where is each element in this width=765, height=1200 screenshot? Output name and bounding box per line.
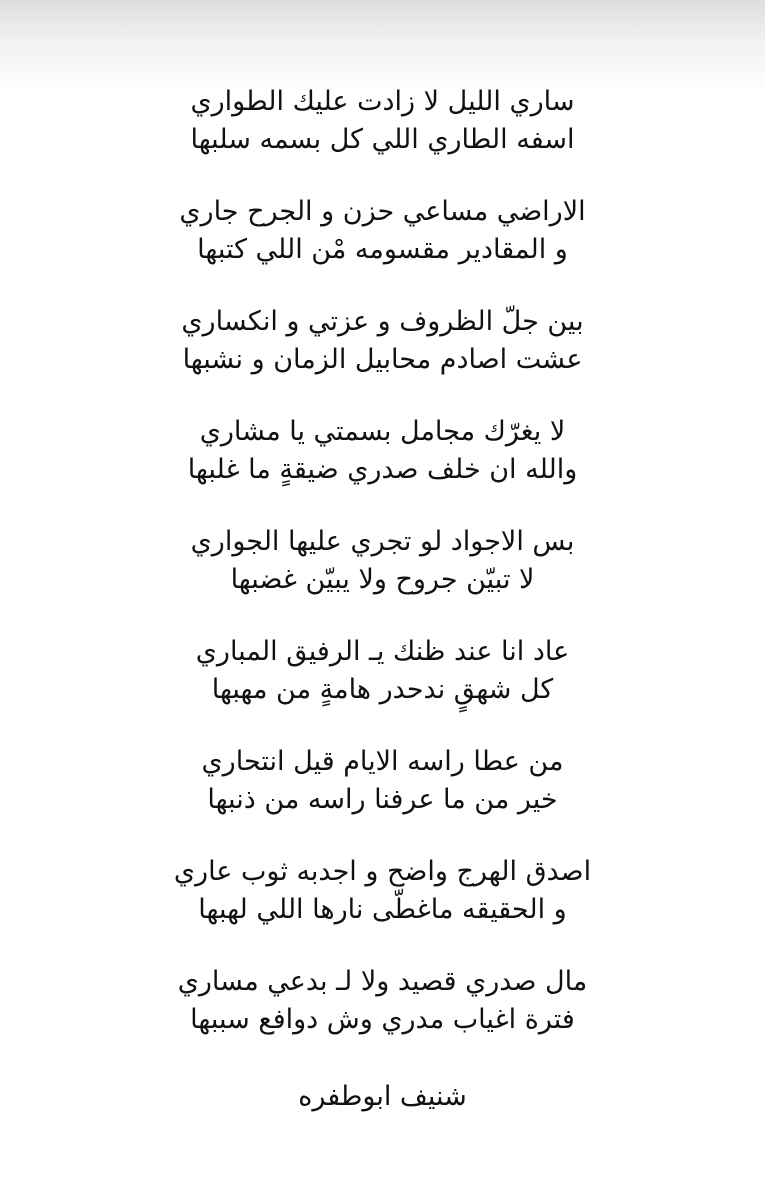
poem-line: الاراضي مساعي حزن و الجرح جاري [179,196,586,227]
poem-line: عاد انا عند ظنك يـ الرفيق المباري [195,636,570,667]
poem-line: عشت اصادم محابيل الزمان و نشبها [182,344,583,375]
poem-line: خير من ما عرفنا راسه من ذنبها [207,784,558,815]
poem-body [0,83,765,1073]
poem-line: اصدق الهرج واضح و اجدبه ثوب عاري [173,856,592,887]
stanza [0,193,765,303]
poem-line: بس الاجواد لو تجري عليها الجواري [190,526,575,557]
poem-line: ساري الليل لا زادت عليك الطواري [190,86,575,117]
poem-line: اسفه الطاري اللي كل بسمه سلبها [190,124,575,155]
stanza [0,303,765,413]
poem-line: لا تبيّن جروح ولا يبيّن غضبها [230,564,535,595]
stanza [0,523,765,633]
poem-line: مال صدري قصيد ولا لـ بدعي مساري [177,966,588,997]
poem-line: و الحقيقه ماغطّى نارها اللي لهبها [198,894,567,925]
poem-line: من عطا راسه الايام قيل انتحاري [201,746,564,777]
poem-line: والله ان خلف صدري ضيقةٍ ما غلبها [187,454,578,485]
stanza [0,83,765,193]
stanza [0,413,765,523]
poem-line: لا يغرّك مجامل بسمتي يا مشاري [199,416,566,447]
stanza [0,633,765,743]
poet-signature: شنيف ابوطفره [298,1081,467,1112]
poem-line: بين جلّ الظروف و عزتي و انكساري [181,306,584,337]
poem-line: كل شهقٍ ندحدر هامةٍ من مهبها [211,674,554,705]
stanza [0,743,765,853]
stanza [0,963,765,1073]
stanza [0,853,765,963]
poem-line: فترة اغياب مدري وش دوافع سببها [190,1004,575,1035]
top-shadow-bar [0,0,765,92]
poem-line: و المقادير مقسومه مْن اللي كتبها [197,234,568,265]
